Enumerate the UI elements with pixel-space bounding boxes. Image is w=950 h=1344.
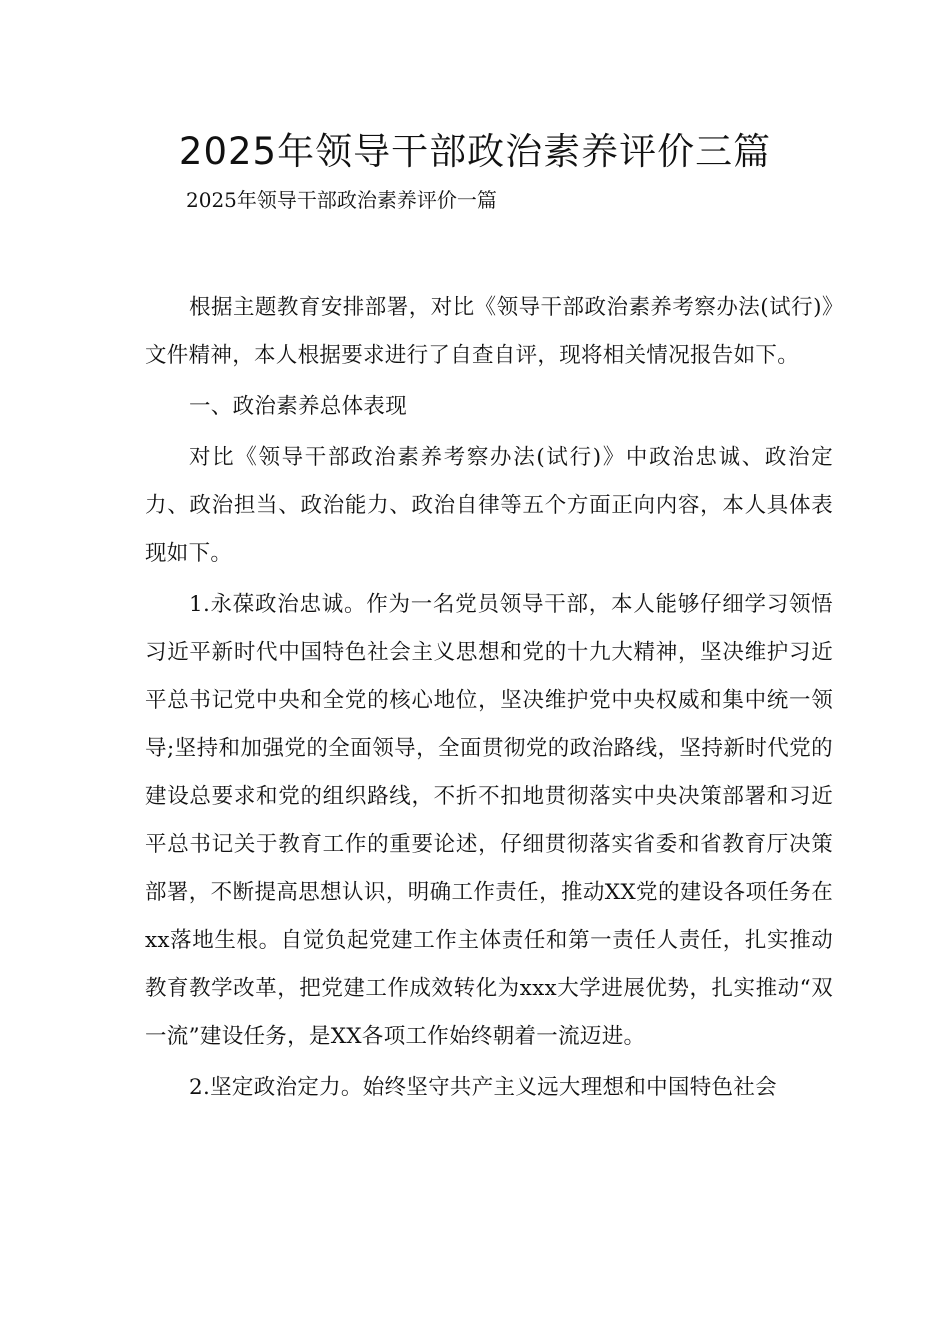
document-body xyxy=(145,284,833,1115)
loyalty-paragraph: 1.永葆政治忠诚。作为一名党员领导干部，本人能够仔细学习领悟习近平新时代中国特色社会主义思想和党的十九大精神，坚决维护习近平总书记党中央和全党的核心地位，坚决维护党中央权威和集中统一领导;坚持和加强党的全面领导，全面贯彻党的政治路线，坚持新时代党的建设总要求和党的组织路线，不折不扣地贯彻落实中央决策部署和习近平总书记关于教育工作的重要论述，仔细贯彻落实省委和省教育厅决策部署，不断提高思想认识，明确工作责任，推动XX党的建设各项任务在xx落地生根。自觉负起党建工作主体责任和第一责任人责任，扎实推动教育教学改革，把党建工作成效转化为xxx大学进展优势，扎实推动“双一流”建设任务，是XX各项工作始终朝着一流迈进。 xyxy=(145,592,833,1049)
intro-paragraph: 根据主题教育安排部署，对比《领导干部政治素养考察办法(试行)》文件精神，本人根据要求进行了自查自评，现将相关情况报告如下。 xyxy=(145,295,833,368)
overview-paragraph: 对比《领导干部政治素养考察办法(试行)》中政治忠诚、政治定力、政治担当、政治能力、政治自律等五个方面正向内容，本人具体表现如下。 xyxy=(145,445,833,566)
document-subtitle: 2025年领导干部政治素养评价一篇 xyxy=(186,188,497,212)
resolve-paragraph: 2.坚定政治定力。始终坚守共产主义远大理想和中国特色社会 xyxy=(189,1075,777,1100)
section-heading: 一、政治素养总体表现 xyxy=(189,394,408,419)
document-title: 2025年领导干部政治素养评价三篇 xyxy=(178,130,772,173)
